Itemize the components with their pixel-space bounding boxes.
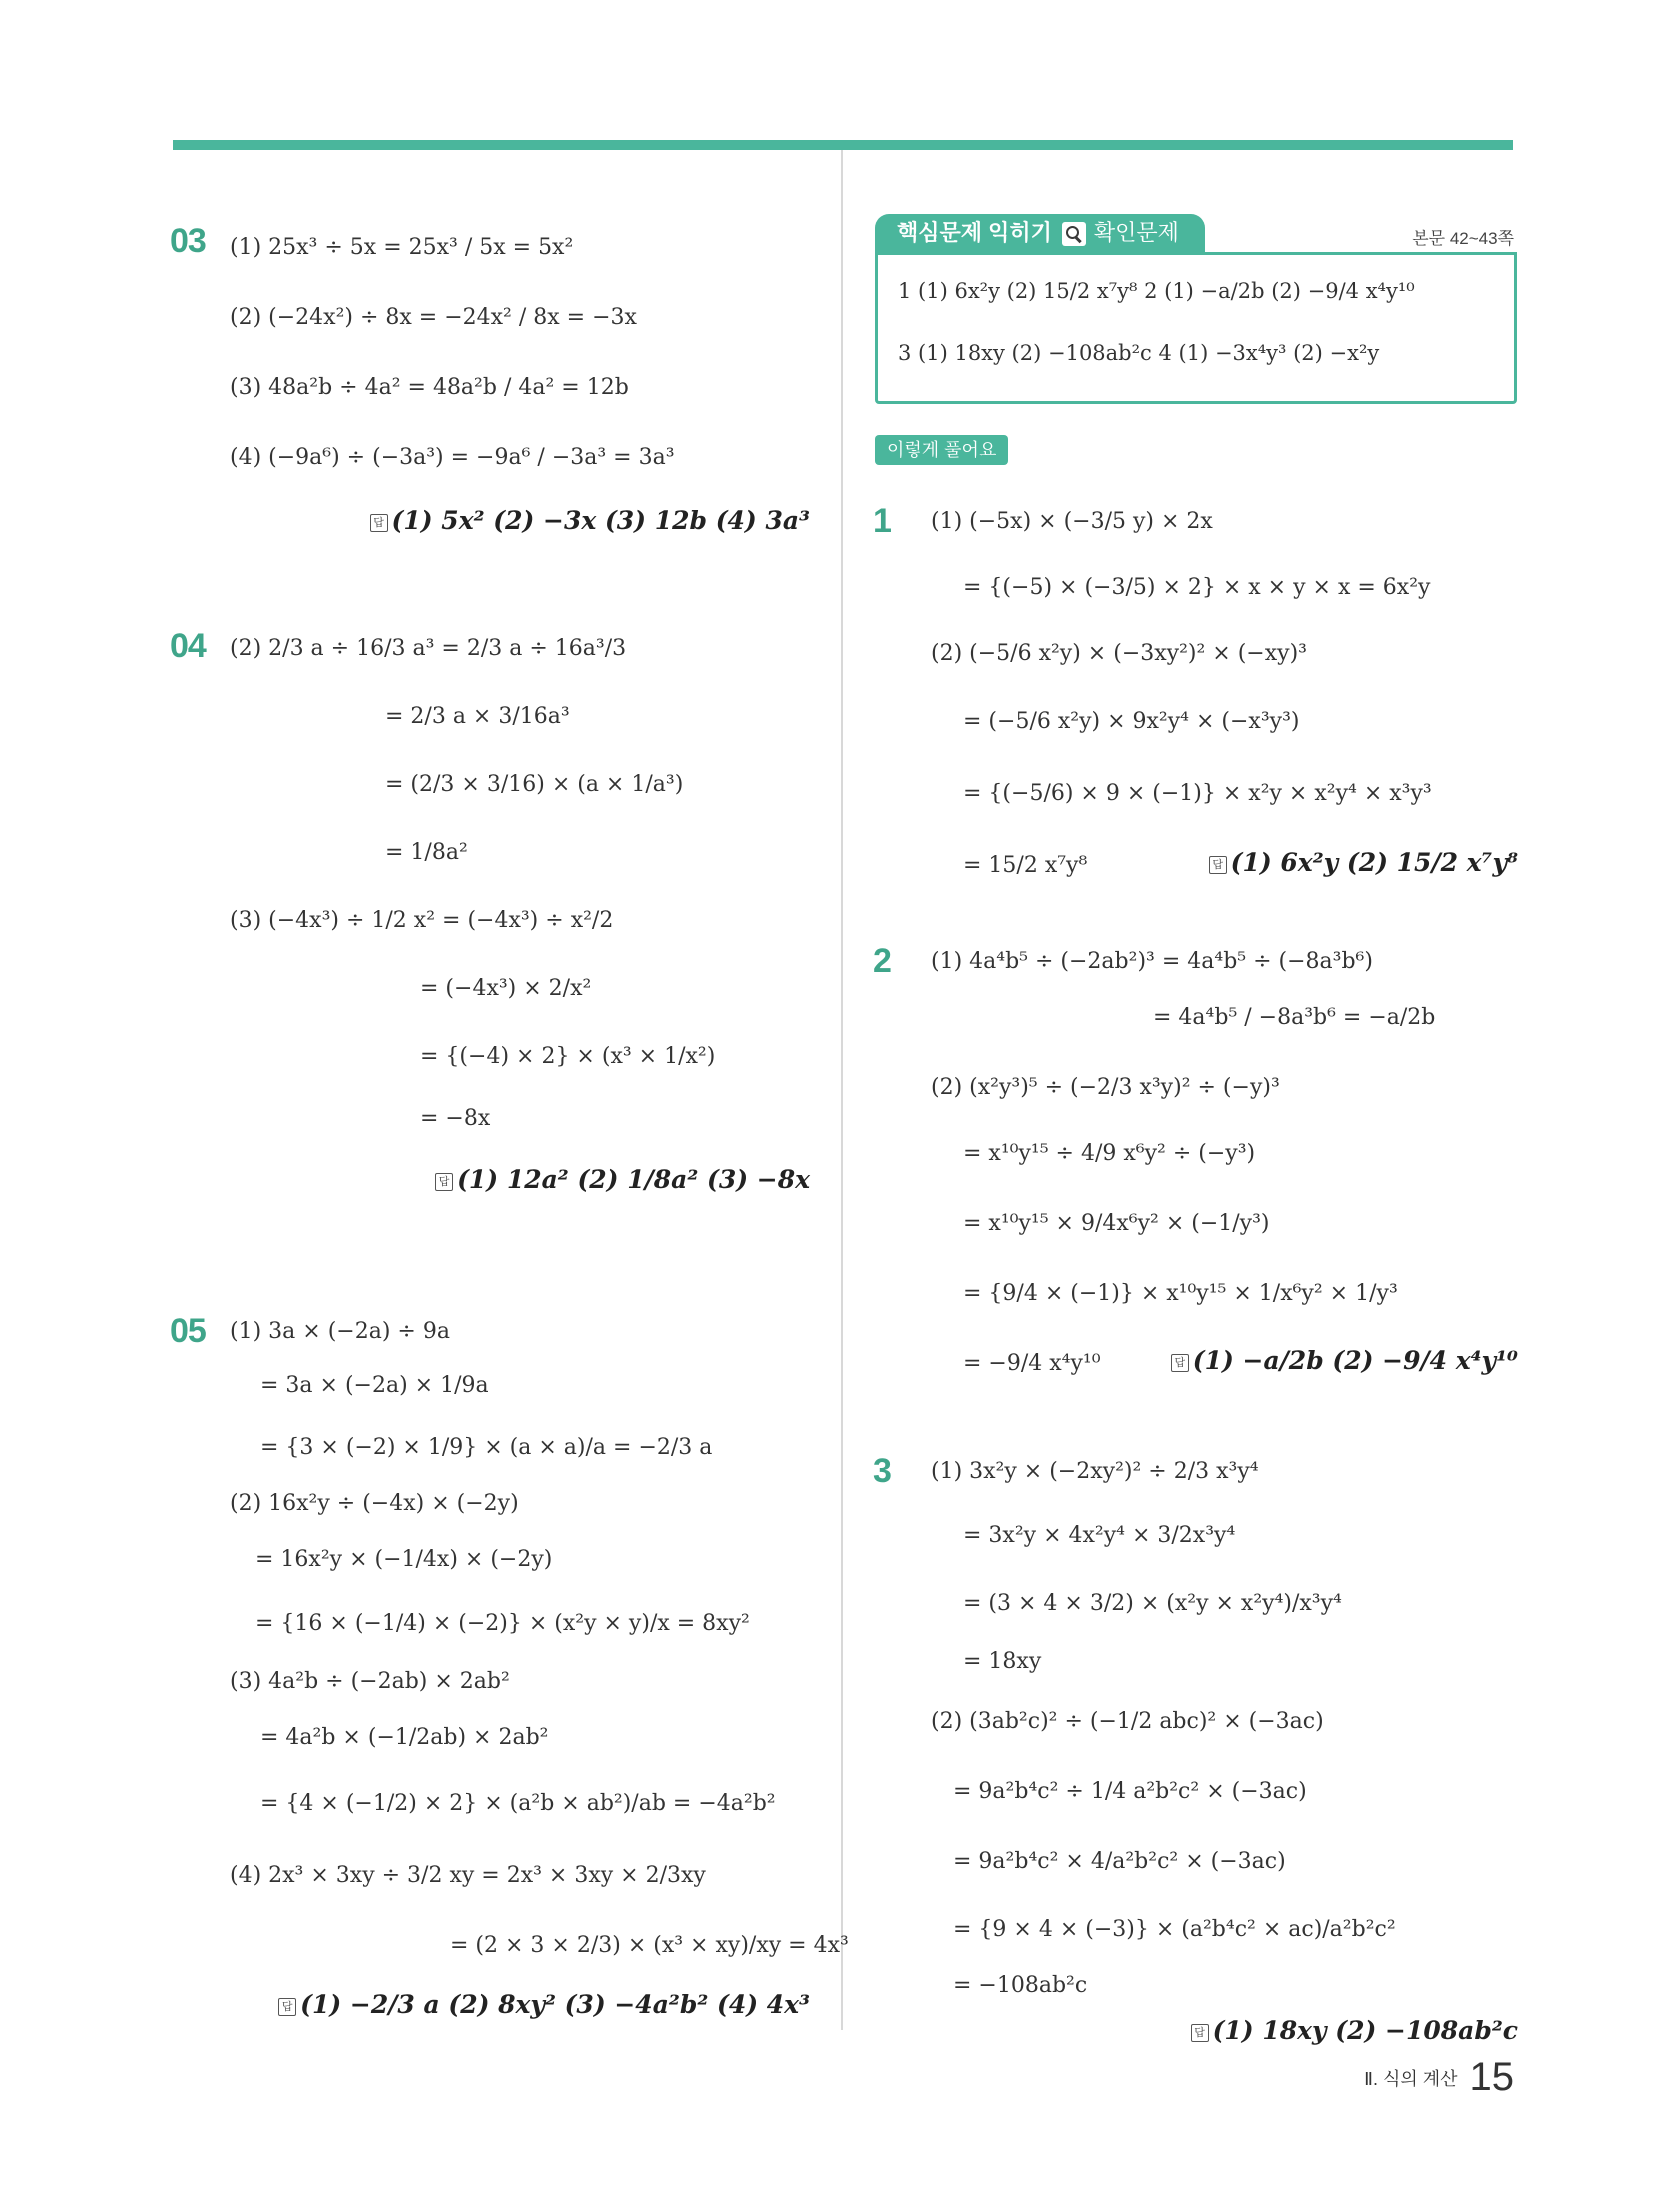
key-icon xyxy=(1062,222,1086,246)
answer-line xyxy=(435,1165,810,1197)
solution-line: = (3 × 4 × 3/2) × (x²y × x²y⁴)/x³y⁴ xyxy=(963,1591,1342,1616)
solution-line: = 3a × (−2a) × 1/9a xyxy=(260,1373,489,1398)
solution-line: = −108ab²c xyxy=(953,1973,1088,1998)
solution-line: = {16 × (−1/4) × (−2)} × (x²y × y)/x = 8xy² xyxy=(255,1611,750,1636)
solution-line: (3) 48a²b ÷ 4a² = 48a²b / 4a² = 12b xyxy=(230,375,629,400)
solution-line: (1) 25x³ ÷ 5x = 25x³ / 5x = 5x² xyxy=(230,235,574,260)
answer-tag-icon: 답 xyxy=(370,514,388,532)
solution-line: = {(−4) × 2} × (x³ × 1/x²) xyxy=(420,1044,716,1069)
problem-number: 05 xyxy=(170,1312,206,1350)
solution-line: = {4 × (−1/2) × 2} × (a²b × ab²)/ab = −4a²b² xyxy=(260,1791,776,1816)
solution-line: = −9/4 x⁴y¹⁰ xyxy=(963,1351,1101,1376)
solution-line: = {9/4 × (−1)} × x¹⁰y¹⁵ × 1/x⁶y² × 1/y³ xyxy=(963,1281,1398,1306)
solution-line: = 4a²b × (−1/2ab) × 2ab² xyxy=(260,1725,549,1750)
solution-line: = {9 × 4 × (−3)} × (a²b⁴c² × ac)/a²b²c² xyxy=(953,1917,1396,1942)
column-divider xyxy=(841,150,843,2030)
problem-number: 04 xyxy=(170,627,206,665)
solution-line: (1) 3x²y × (−2xy²)² ÷ 2/3 x³y⁴ xyxy=(931,1459,1259,1484)
top-accent-bar xyxy=(173,140,1513,150)
problem-04 xyxy=(170,625,820,1205)
answer-text: (1) −2/3 a (2) 8xy² (3) −4a²b² (4) 4x³ xyxy=(300,1990,810,2019)
solution-line: (4) 2x³ × 3xy ÷ 3/2 xy = 2x³ × 3xy × 2/3xy xyxy=(230,1863,706,1888)
answer-text: (1) 12a² (2) 1/8a² (3) −8x xyxy=(457,1165,810,1194)
problem-number: 3 xyxy=(873,1452,891,1490)
solution-line: = 15/2 x⁷y⁸ xyxy=(963,853,1088,878)
solution-line: = 2/3 a × 3/16a³ xyxy=(385,704,570,729)
solution-line: = 9a²b⁴c² × 4/a²b²c² × (−3ac) xyxy=(953,1849,1286,1874)
answer-text: (1) 5x² (2) −3x (3) 12b (4) 3a³ xyxy=(391,506,810,535)
problem-number: 03 xyxy=(170,222,206,260)
page-number: 15 xyxy=(1469,2055,1514,2099)
solution-line: (2) 16x²y ÷ (−4x) × (−2y) xyxy=(230,1491,519,1516)
solution-line: = (2/3 × 3/16) × (a × 1/a³) xyxy=(385,772,684,797)
answer-tag-icon: 답 xyxy=(435,1173,453,1191)
problem-05 xyxy=(170,1310,849,2030)
chapter-label: Ⅱ. 식의 계산 xyxy=(1364,2068,1458,2089)
solution-line: = (−4x³) × 2/x² xyxy=(420,976,592,1001)
solution-line: = {3 × (−2) × 1/9} × (a × a)/a = −2/3 a xyxy=(260,1435,713,1460)
solution-line: = −8x xyxy=(420,1106,491,1131)
page-reference: 본문 42~43쪽 xyxy=(1412,229,1514,248)
problem-number: 1 xyxy=(873,502,891,540)
solution-line: = {(−5/6) × 9 × (−1)} × x²y × x²y⁴ × x³y³ xyxy=(963,781,1432,806)
solution-line: (3) 4a²b ÷ (−2ab) × 2ab² xyxy=(230,1669,510,1694)
core-problems-tab xyxy=(875,214,1205,252)
answer-tag-icon: 답 xyxy=(1191,2024,1209,2042)
solution-line: (2) (−5/6 x²y) × (−3xy²)² × (−xy)³ xyxy=(931,641,1307,666)
solution-1 xyxy=(873,500,1518,900)
solution-line: = 1/8a² xyxy=(385,840,468,865)
solution-line: = 18xy xyxy=(963,1649,1042,1674)
answer-text: (1) 6x²y (2) 15/2 x⁷y⁸ xyxy=(1230,848,1518,877)
solution-line: (2) (x²y³)⁵ ÷ (−2/3 x³y)² ÷ (−y)³ xyxy=(931,1075,1280,1100)
solution-line: = (−5/6 x²y) × 9x²y⁴ × (−x³y³) xyxy=(963,709,1300,734)
solution-line: (2) (3ab²c)² ÷ (−1/2 abc)² × (−3ac) xyxy=(931,1709,1324,1734)
solution-line: (4) (−9a⁶) ÷ (−3a³) = −9a⁶ / −3a³ = 3a³ xyxy=(230,445,675,470)
solution-line: = 4a⁴b⁵ / −8a³b⁶ = −a/2b xyxy=(1153,1005,1436,1030)
solution-line: = {(−5) × (−3/5) × 2} × x × y × x = 6x²y xyxy=(963,575,1431,600)
solution-line: (2) (−24x²) ÷ 8x = −24x² / 8x = −3x xyxy=(230,305,637,330)
solution-line: (1) 3a × (−2a) ÷ 9a xyxy=(230,1319,450,1344)
answer-line xyxy=(370,506,810,538)
problem-03 xyxy=(170,220,820,550)
solution-line: (2) 2/3 a ÷ 16/3 a³ = 2/3 a ÷ 16a³/3 xyxy=(230,636,627,661)
core-answers-box xyxy=(875,252,1517,404)
answer-line xyxy=(1171,1346,1518,1378)
solution-line: = x¹⁰y¹⁵ × 9/4x⁶y² × (−1/y³) xyxy=(963,1211,1270,1236)
problem-number: 2 xyxy=(873,942,891,980)
answer-tag-icon: 답 xyxy=(1209,856,1227,874)
solution-line: = (2 × 3 × 2/3) × (x³ × xy)/xy = 4x³ xyxy=(450,1933,849,1958)
solution-line: = 3x²y × 4x²y⁴ × 3/2x³y⁴ xyxy=(963,1523,1236,1548)
answer-text: (1) −a/2b (2) −9/4 x⁴y¹⁰ xyxy=(1192,1346,1518,1375)
answer-tag-icon: 답 xyxy=(278,1998,296,2016)
core-subtitle: 확인문제 xyxy=(1093,220,1179,245)
solution-line: = 9a²b⁴c² ÷ 1/4 a²b²c² × (−3ac) xyxy=(953,1779,1307,1804)
solution-line: (1) (−5x) × (−3/5 y) × 2x xyxy=(931,509,1213,534)
answer-line xyxy=(278,1990,810,2022)
solution-line: (3) (−4x³) ÷ 1/2 x² = (−4x³) ÷ x²/2 xyxy=(230,908,614,933)
solution-2 xyxy=(873,940,1518,1380)
answer-text: (1) 18xy (2) −108ab²c xyxy=(1212,2016,1518,2045)
core-title: 핵심문제 익히기 xyxy=(897,220,1052,245)
core-problems-header xyxy=(873,210,1518,252)
solution-badge: 이렇게 풀어요 xyxy=(875,435,1008,465)
answer-tag-icon: 답 xyxy=(1171,1354,1189,1372)
core-answer-row: 1 (1) 6x²y (2) 15/2 x⁷y⁸ 2 (1) −a/2b (2) −9/4 x⁴y¹⁰ xyxy=(898,279,1415,303)
core-answer-row: 3 (1) 18xy (2) −108ab²c 4 (1) −3x⁴y³ (2) −x²y xyxy=(898,341,1380,365)
answer-line xyxy=(1209,848,1518,880)
solution-line: = 16x²y × (−1/4x) × (−2y) xyxy=(255,1547,553,1572)
solution-line: (1) 4a⁴b⁵ ÷ (−2ab²)³ = 4a⁴b⁵ ÷ (−8a³b⁶) xyxy=(931,949,1373,974)
answer-line xyxy=(1191,2016,1518,2048)
solution-3 xyxy=(873,1450,1518,2050)
page-footer xyxy=(1364,2055,1514,2100)
solution-line: = x¹⁰y¹⁵ ÷ 4/9 x⁶y² ÷ (−y³) xyxy=(963,1141,1256,1166)
